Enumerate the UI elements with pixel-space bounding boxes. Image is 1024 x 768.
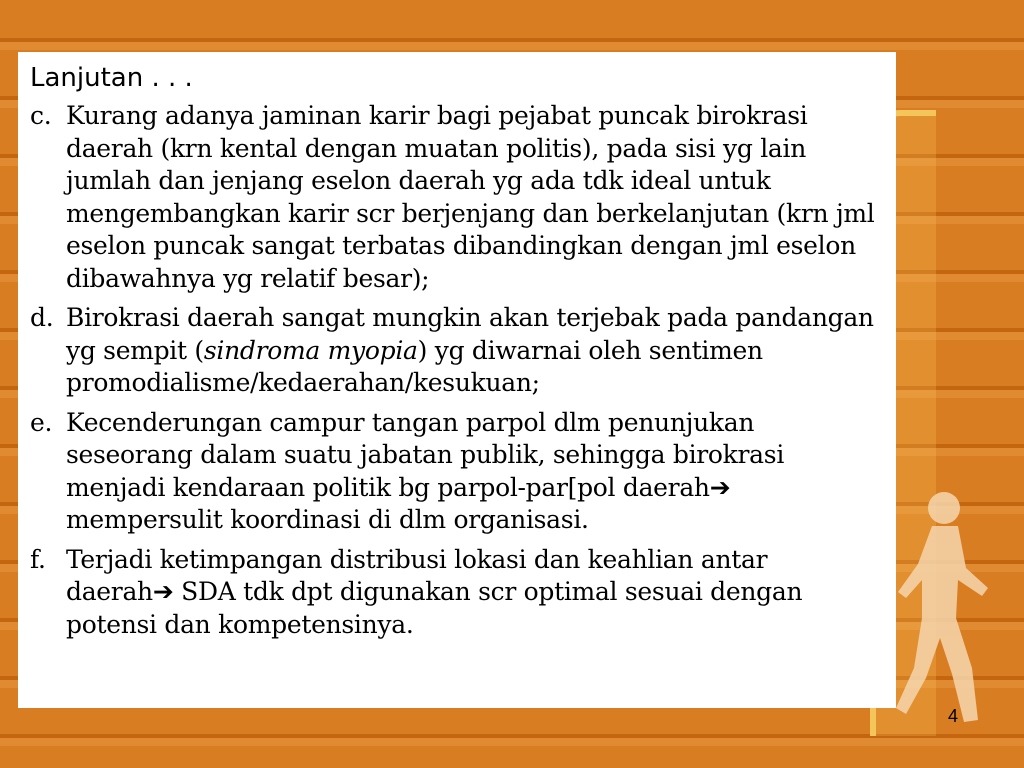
slide-heading: Lanjutan . . . [30,63,193,93]
list-item [30,302,882,400]
list-marker: e. [30,407,53,437]
list-item [30,407,882,537]
arrow-right-icon: ➔ [152,577,174,606]
point-list [30,100,882,641]
point-text: SDA tdk dpt digunakan scr optimal sesuai dengan potensi dan kompetensinya. [66,577,803,639]
runner-silhouette-icon [892,488,1002,728]
list-marker: c. [30,101,52,130]
point-italic-term: sindroma myopia [203,335,418,365]
point-text: Birokrasi daerah sangat mungkin akan terjebak pada pandangan yg sempit ( [66,303,874,365]
point-text: ) yg diwarnai oleh sentimen promodialisme/kedaerahan/kesukuan; [66,335,763,397]
arrow-right-icon: ➔ [709,472,731,502]
point-text: Kecenderungan campur tangan parpol dlm penunjukan seseorang dalam suatu jabatan publik, sehingga birokrasi menjadi kendaraan politik bg parpol-par[pol daerah [66,407,785,502]
list-marker: d. [30,303,54,332]
list-marker: f. [30,544,46,574]
page-number: 4 [948,706,959,726]
point-text: Kurang adanya jaminan karir bagi pejabat puncak birokrasi daerah (krn kental dengan muatan politis), pada sisi yg lain jumlah dan jenjang eselon daerah yg ada tdk ideal untuk mengembangkan karir scr berjenjang dan berkelanjutan (krn jml eselon puncak sangat terbatas dibandingkan dengan jml eselon dibawahnya yg relatif besar); [66,101,875,293]
slide-content-box [18,52,896,708]
list-item [30,544,882,642]
point-text: Terjadi ketimpangan distribusi lokasi dan keahlian antar daerah [66,544,768,606]
point-text: mempersulit koordinasi di dlm organisasi. [66,505,589,534]
list-item [30,100,882,295]
